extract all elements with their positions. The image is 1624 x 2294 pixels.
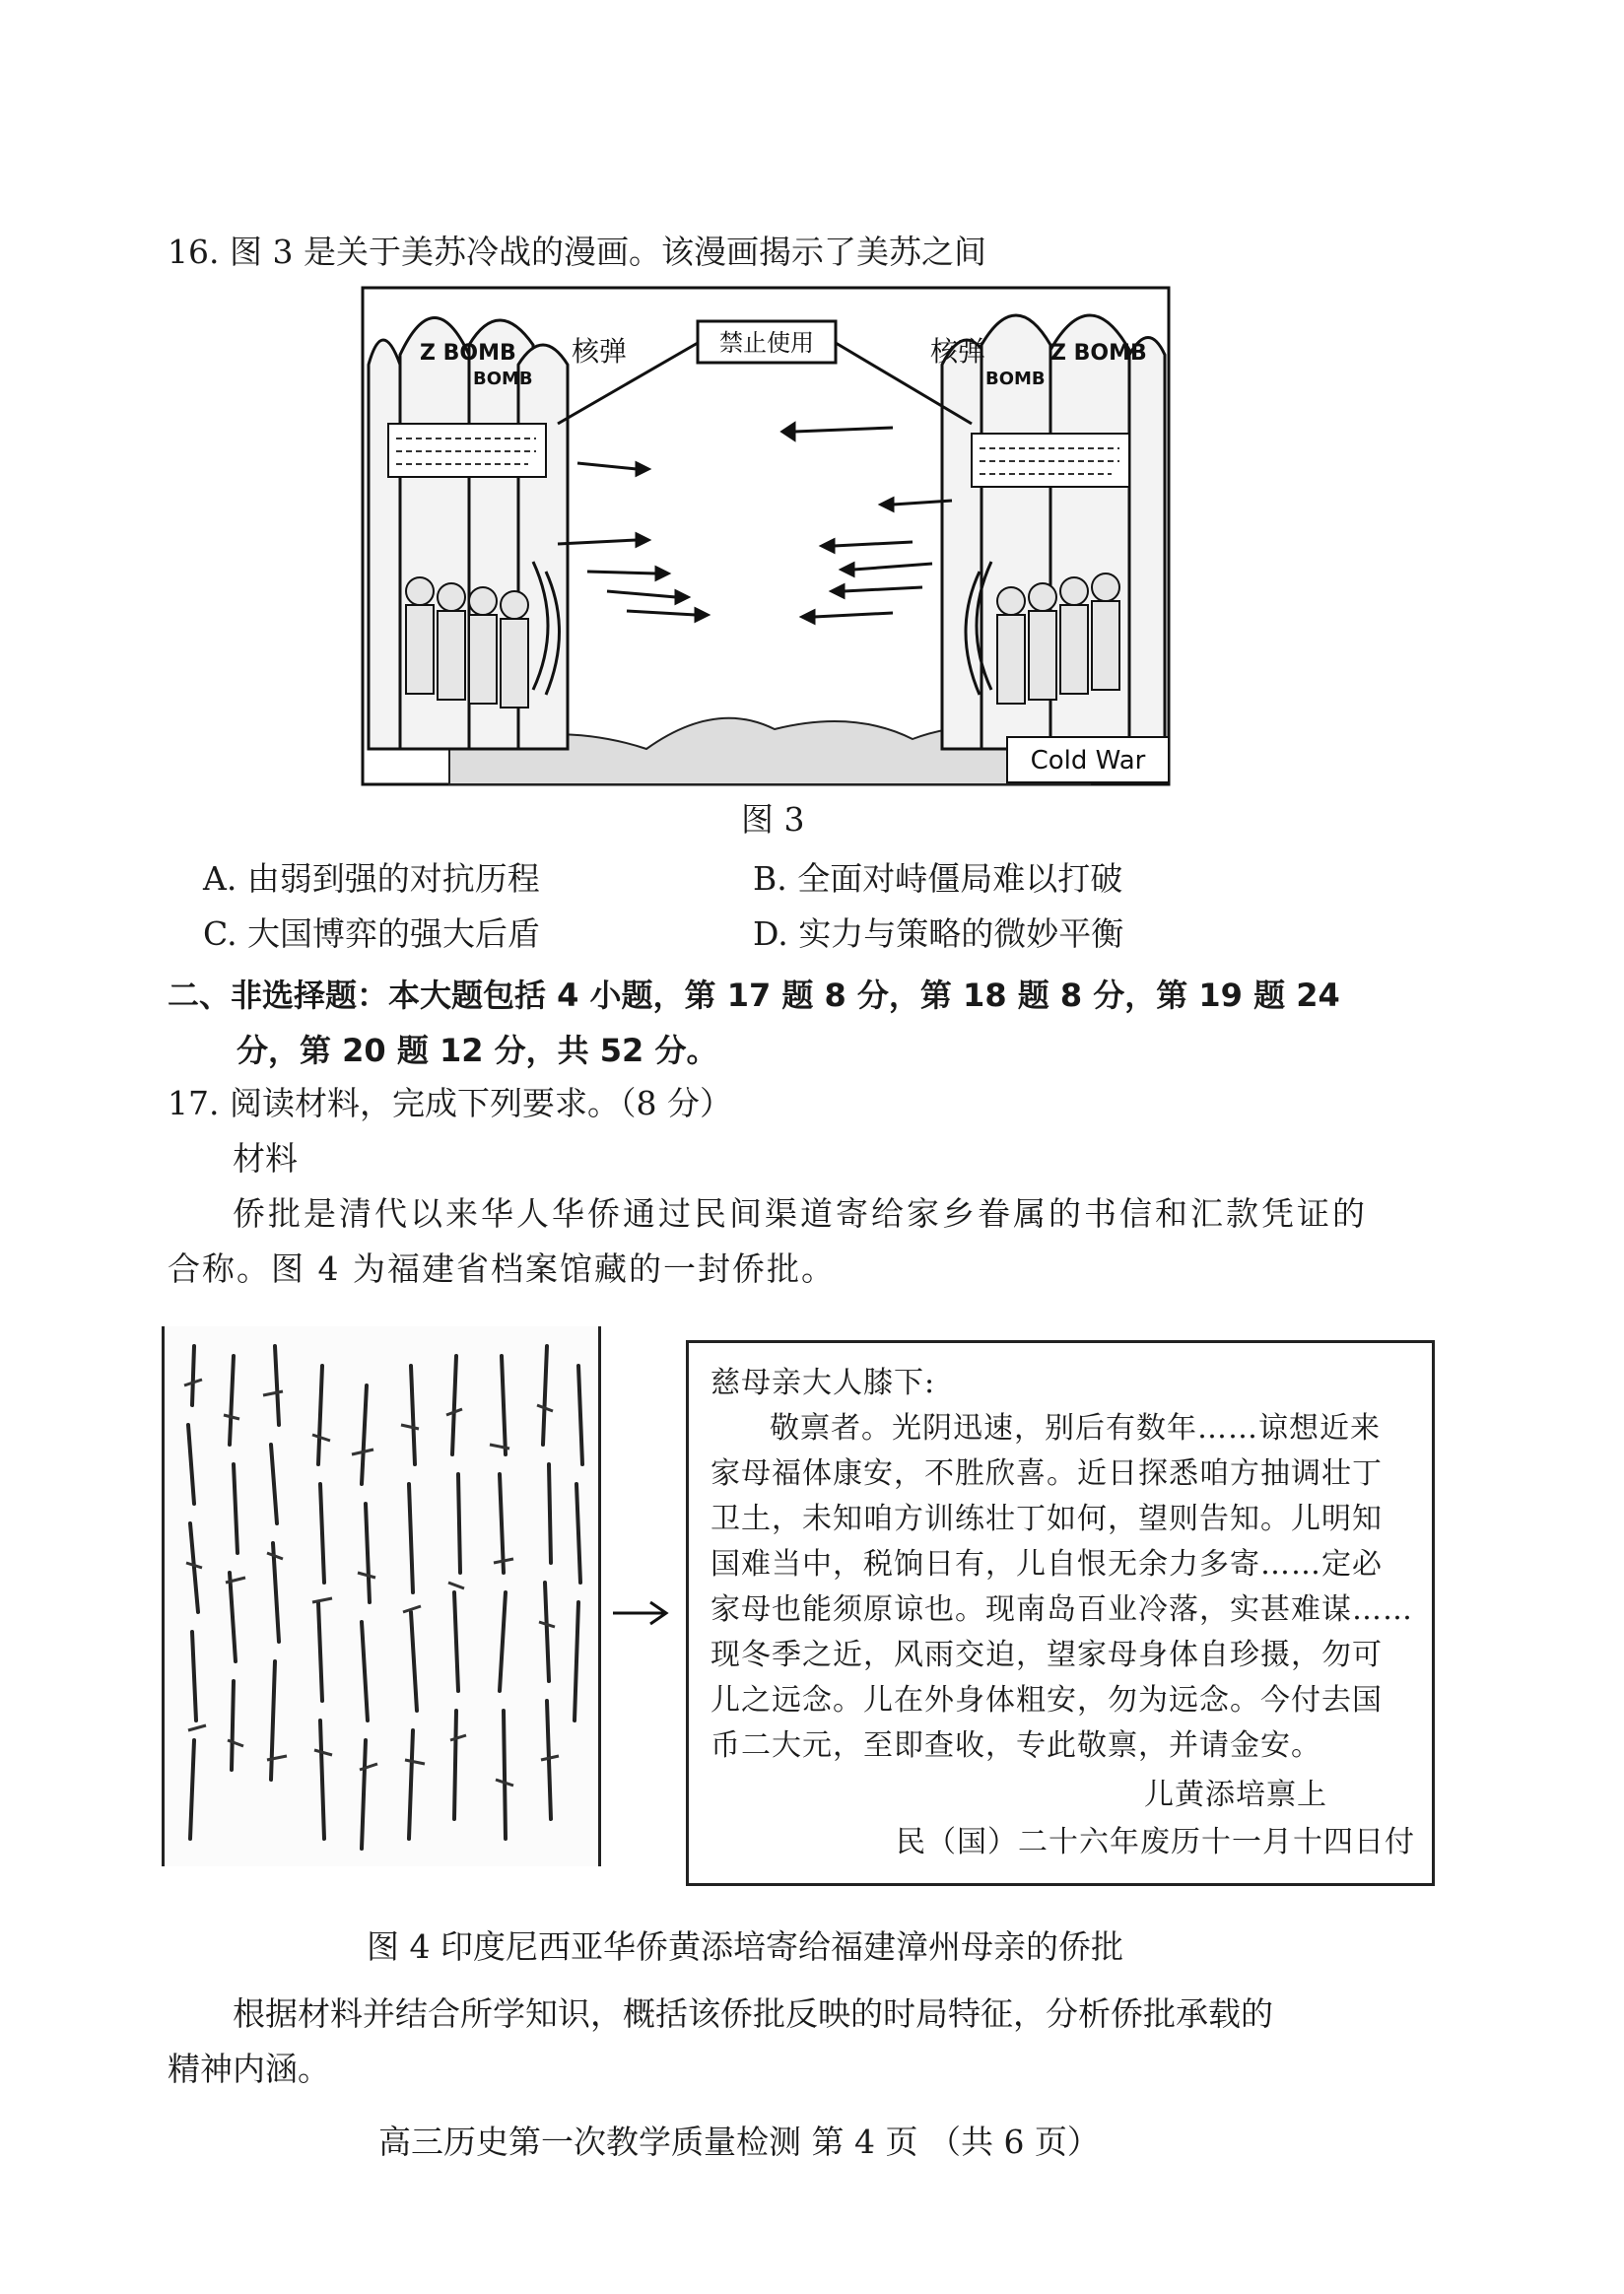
cold-war-cartoon bbox=[361, 286, 1171, 786]
letter-salutation: 慈母亲大人膝下: bbox=[710, 1366, 936, 1400]
bomb-label-left-2: BOMB bbox=[473, 369, 533, 389]
letter-line-4: 国难当中，税饷日有，儿自恨无余力多寄……定必 bbox=[710, 1547, 1383, 1582]
page-footer: 高三历史第一次教学质量检测 第 4 页 （共 6 页） bbox=[378, 2123, 1100, 2161]
q17-question-line1: 根据材料并结合所学知识，概括该侨批反映的时局特征，分析侨批承载的 bbox=[233, 1994, 1273, 2033]
letter-date: 民（国）二十六年废历十一月十四日付 bbox=[896, 1825, 1415, 1859]
option-a: A. 由弱到强的对抗历程 bbox=[203, 859, 540, 898]
letter-line-3: 卫土，未知咱方训练壮丁如何，望则告知。儿明知 bbox=[710, 1502, 1383, 1536]
section2-heading-line1: 二、非选择题：本大题包括 4 小题，第 17 题 8 分，第 18 题 8 分，第 19 题 24 bbox=[168, 977, 1340, 1014]
material-label: 材料 bbox=[233, 1139, 298, 1178]
letter-line-8: 币二大元，至即查收，专此敬禀，并请金安。 bbox=[710, 1728, 1321, 1763]
cartoon-illustration bbox=[361, 286, 1171, 786]
section2-heading-line2: 分，第 20 题 12 分，共 52 分。 bbox=[237, 1032, 718, 1069]
material-line2: 合称。图 4 为福建省档案馆藏的一封侨批。 bbox=[168, 1249, 836, 1288]
letter-line-6: 现冬季之近，风雨交迫，望家母身体自珍摄，勿可 bbox=[710, 1638, 1383, 1672]
bomb-label-right-2: BOMB bbox=[985, 369, 1046, 389]
handwritten-letter-illustration bbox=[165, 1326, 598, 1866]
material-line1: 侨批是清代以来华人华侨通过民间渠道寄给家乡眷属的书信和汇款凭证的 bbox=[233, 1194, 1368, 1233]
bomb-label-right: Z BOMB bbox=[1050, 341, 1147, 366]
figure4-caption: 图 4 印度尼西亚华侨黄添培寄给福建漳州母亲的侨批 bbox=[367, 1927, 1123, 1966]
q17-question-line2: 精神内涵。 bbox=[168, 2050, 330, 2088]
bomb-label-left: Z BOMB bbox=[420, 341, 516, 366]
letter-signature: 儿黄添培禀上 bbox=[1144, 1778, 1327, 1812]
letter-line-1: 敬禀者。光阴迅速，别后有数年……谅想近来 bbox=[770, 1411, 1381, 1446]
letter-line-5: 家母也能须原谅也。现南岛百业冷落，实甚难谋…… bbox=[710, 1592, 1413, 1627]
letter-line-7: 儿之远念。儿在外身体粗安，勿为远念。今付去国 bbox=[710, 1683, 1383, 1718]
qiaopi-letter-photo bbox=[162, 1326, 601, 1866]
label-forbidden: 禁止使用 bbox=[719, 329, 814, 357]
label-nuke-left: 核弹 bbox=[572, 335, 628, 368]
letter-line-2: 家母福体康安，不胜欣喜。近日探悉咱方抽调壮丁 bbox=[710, 1456, 1383, 1491]
label-nuke-right: 核弹 bbox=[930, 335, 986, 368]
letter-transcription-box bbox=[686, 1340, 1435, 1886]
cold-war-caption: Cold War bbox=[1030, 746, 1146, 776]
option-b: B. 全面对峙僵局难以打破 bbox=[753, 859, 1123, 898]
option-c: C. 大国博弈的强大后盾 bbox=[203, 914, 541, 953]
option-d: D. 实力与策略的微妙平衡 bbox=[753, 914, 1124, 953]
q17-stem: 17. 阅读材料，完成下列要求。（8 分） bbox=[168, 1084, 732, 1122]
figure3-caption: 图 3 bbox=[741, 800, 805, 839]
arrow-icon bbox=[611, 1598, 670, 1628]
q16-stem: 16. 图 3 是关于美苏冷战的漫画。该漫画揭示了美苏之间 bbox=[168, 233, 986, 271]
